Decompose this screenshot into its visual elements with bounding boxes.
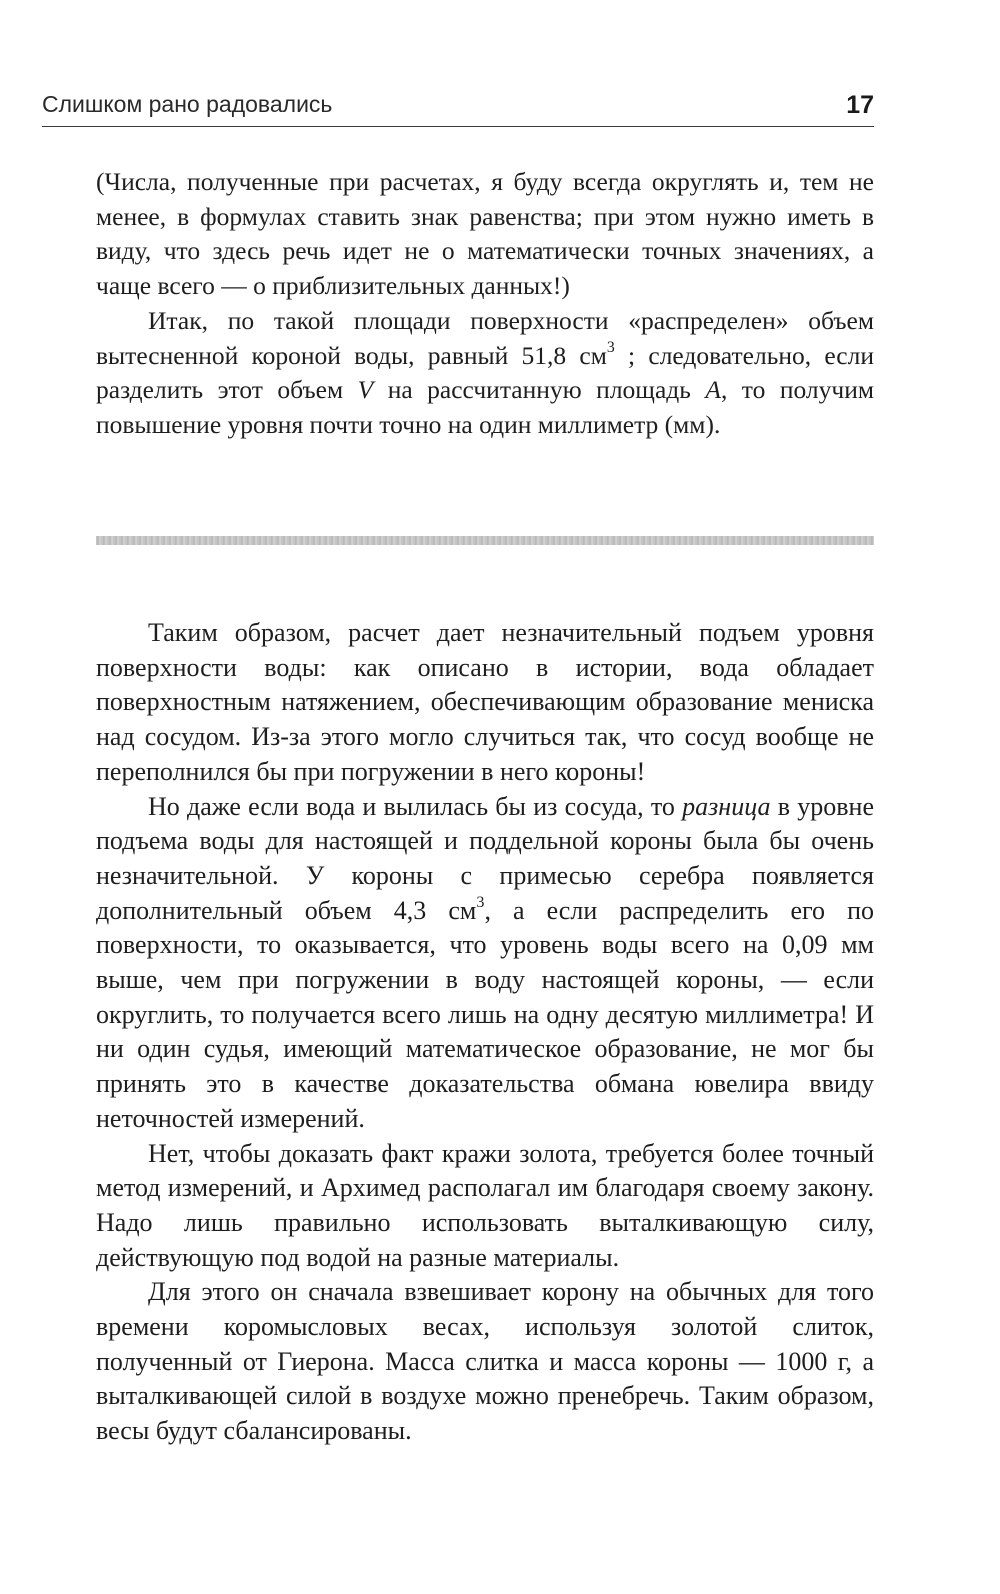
- note-paragraph-1: (Числа, полученные при расчетах, я буду всегда округлять и, тем не менее, в формулах ставить знак равенства; при этом нужно иметь в виду, что здесь речь идет не о математически точных значениях, а чаще всего — о приблизительных данных!): [96, 167, 874, 301]
- note-text-segment: ; следовательно, если разделить этот объем: [96, 340, 874, 405]
- boxed-note: [96, 165, 874, 443]
- body-paragraph-3: Нет, чтобы доказать факт кражи золота, требуется более точный метод измерений, и Архимед располагал им благодаря своему закону. Надо лишь правильно использовать выталкивающую силу, действующую под водой на разные материалы.: [96, 1138, 874, 1272]
- body-text-segment: Но даже если вода и вылилась бы из сосуда, то: [148, 791, 683, 821]
- superscript-exponent: 3: [476, 893, 485, 911]
- emphasized-word: разница: [682, 791, 771, 821]
- running-header: [42, 86, 874, 127]
- variable-a: A: [705, 375, 721, 405]
- body-text-segment: в уровне подъема воды для настоящей и поддельной короны была бы очень незначительной. У короны с примесью серебра появляется дополнительный объем 4,3 см: [96, 791, 874, 925]
- running-header-title: Слишком рано радовались: [42, 91, 333, 117]
- note-text-segment: , то получим повышение уровня почти точно на один миллиметр (мм).: [96, 375, 874, 439]
- body-paragraph-4: Для этого он сначала взвешивает корону на обычных для того времени коромысловых весах, используя золотой слиток, полученный от Гиерона. Масса слитка и масса короны — 1000 г, а выталкивающей силой в воздухе можно пренебречь. Таким образом, весы будут сбалансированы.: [96, 1277, 874, 1446]
- body-paragraph-1: Таким образом, расчет дает незначительный подъем уровня поверхности воды: как описано в истории, вода обладает поверхностным натяжением, обеспечивающим образование мениска над сосудом. Из-за этого могло случиться так, что сосуд вообще не переполнился бы при погружении в него короны!: [96, 618, 874, 786]
- body-paragraph-2: [96, 790, 874, 1137]
- note-text-segment: на рассчитанную площадь: [373, 375, 706, 405]
- body-text-segment: , а если распределить его по поверхности, то оказывается, что уровень воды всего на 0,09 мм выше, чем при погружении в воду настоящей короны, — если округлить, то получается всего лишь на одну десятую миллиметра! И ни один судья, имеющий математическое образование, не мог бы принять это в качестве доказательства обмана ювелира ввиду неточностей измерений.: [96, 895, 874, 1133]
- section-separator-rule: [96, 536, 874, 545]
- superscript-exponent: 3: [606, 338, 615, 356]
- note-paragraph-2: [96, 304, 874, 443]
- main-text: [96, 616, 874, 1449]
- page-number: 17: [846, 91, 874, 119]
- variable-v: V: [357, 375, 374, 405]
- note-text-segment: Итак, по такой площади поверхности «распределен» объем вытесненной короной воды, равный 51,8 см: [96, 305, 874, 370]
